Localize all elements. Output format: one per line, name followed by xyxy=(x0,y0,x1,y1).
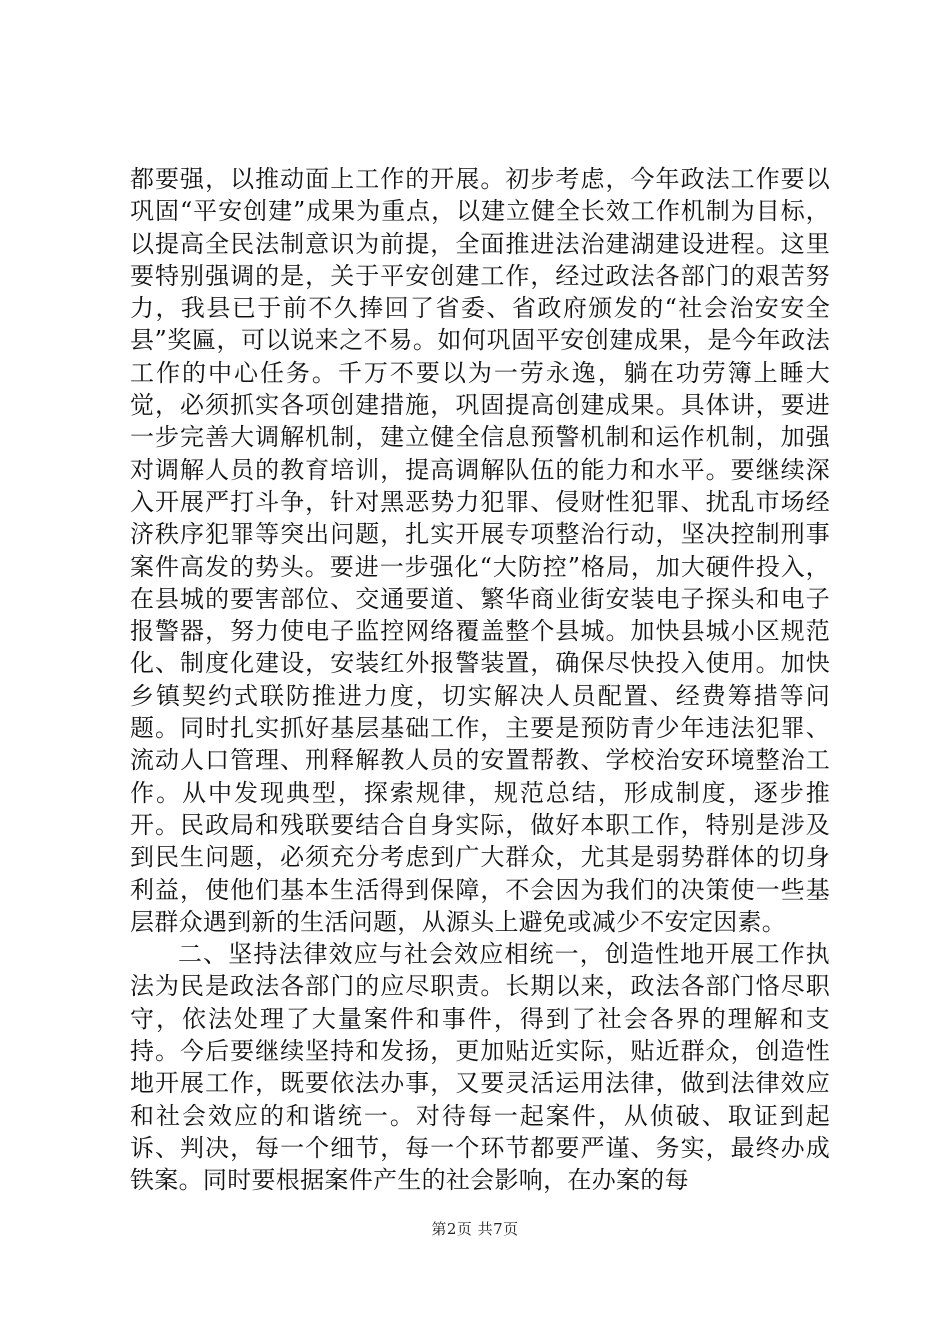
page-footer: 第2页 共7页 xyxy=(431,1220,519,1238)
document-body xyxy=(130,163,830,1197)
paragraph-2: 二、坚持法律效应与社会效应相统一，创造性地开展工作执法为民是政法各部门的应尽职责。长期以来，政法各部门恪尽职守，依法处理了大量案件和事件，得到了社会各界的理解和支持。今后要继续坚持和发扬，更加贴近实际，贴近群众，创造性地开展工作，既要依法办事，又要灵活运用法律，做到法律效应和社会效应的和谐统一。对待每一起案件，从侦破、取证到起诉、判决，每一个细节，每一个环节都要严谨、务实，最终办成铁案。同时要根据案件产生的社会影响，在办案的每 xyxy=(130,940,830,1195)
paragraph-1: 都要强，以推动面上工作的开展。初步考虑，今年政法工作要以巩固“平安创建”成果为重点，以建立健全长效工作机制为目标，以提高全民法制意识为前提，全面推进法治建湖建设进程。这里要特别强调的是，关于平安创建工作，经过政法各部门的艰苦努力，我县已于前不久捧回了省委、省政府颁发的“社会治安安全县”奖匾，可以说来之不易。如何巩固平安创建成果，是今年政法工作的中心任务。千万不要以为一劳永逸，躺在功劳簿上睡大觉，必须抓实各项创建措施，巩固提高创建成果。具体讲，要进一步完善大调解机制，建立健全信息预警机制和运作机制，加强对调解人员的教育培训，提高调解队伍的能力和水平。要继续深入开展严打斗争，针对黑恶势力犯罪、侵财性犯罪、扰乱市场经济秩序犯罪等突出问题，扎实开展专项整治行动，坚决控制刑事案件高发的势头。要进一步强化“大防控”格局，加大硬件投入，在县城的要害部位、交通要道、繁华商业街安装电子探头和电子报警器，努力使电子监控网络覆盖整个县城。加快县城小区规范化、制度化建设，安装红外报警装置，确保尽快投入使用。加快乡镇契约式联防推进力度，切实解决人员配置、经费筹措等问题。同时扎实抓好基层基础工作，主要是预防青少年违法犯罪、流动人口管理、刑释解教人员的安置帮教、学校治安环境整治工作。从中发现典型，探索规律，规范总结，形成制度，逐步推开。民政局和残联要结合自身实际，做好本职工作，特别是涉及到民生问题，必须充分考虑到广大群众，尤其是弱势群体的切身利益，使他们基本生活得到保障，不会因为我们的决策使一些基层群众遇到新的生活问题，从源头上避免或减少不安定因素。 xyxy=(130,165,830,936)
